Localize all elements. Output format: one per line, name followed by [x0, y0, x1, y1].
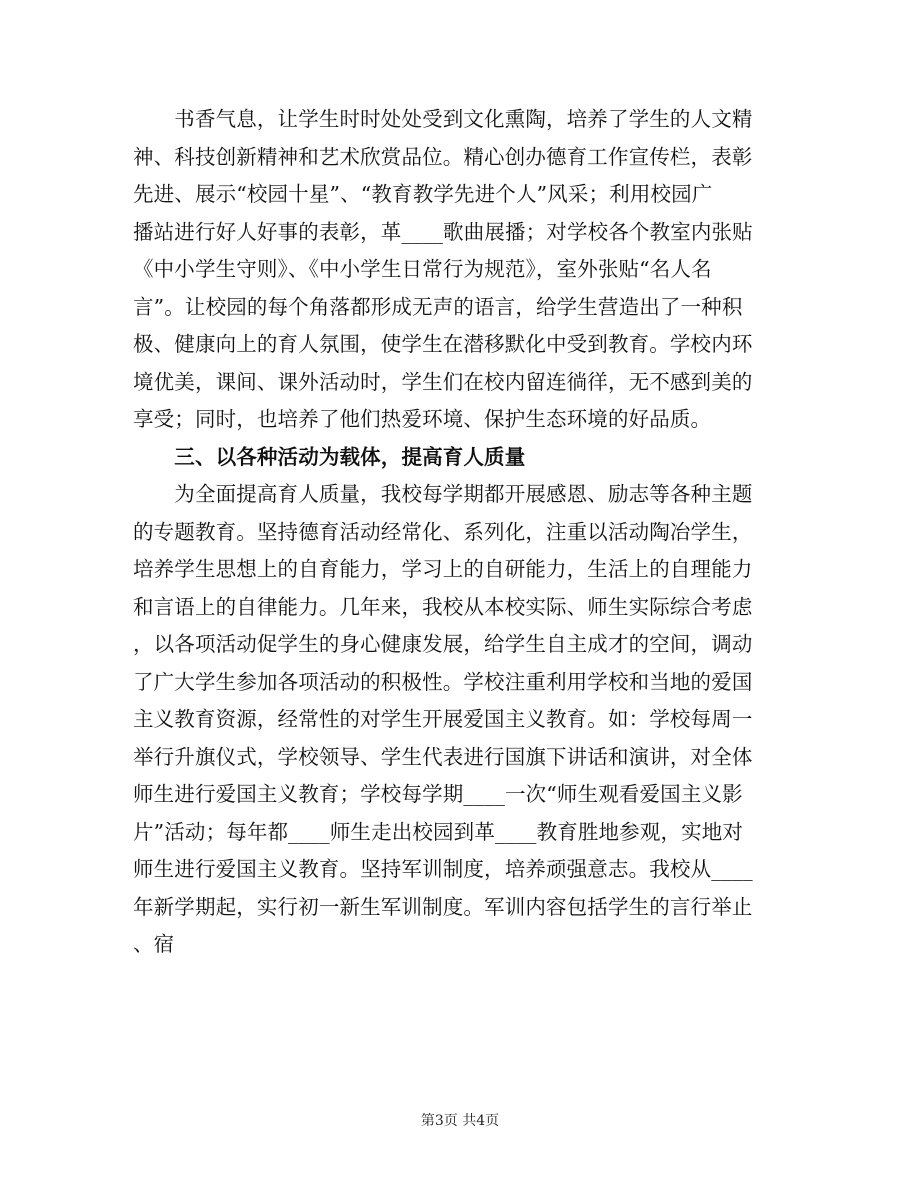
text-line: 、宿: [133, 932, 175, 956]
text-line: 了广大学生参加各项活动的积极性。学校注重利用学校和当地的爱国: [133, 669, 753, 694]
text-line: 为全面提高育人质量，我校每学期都开展感恩、励志等各种主题: [133, 482, 753, 506]
text-line: 极、健康向上的育人氛围，使学生在潜移默化中受到教育。学校内环: [133, 332, 753, 356]
text-line: 言”。让校园的每个角落都形成无声的语言，给学生营造出了一种积: [133, 294, 743, 319]
section-heading: 三、以各种活动为载体，提高育人质量: [133, 444, 526, 469]
text-line: 境优美，课间、课外活动时，学生们在校内留连徜徉，无不感到美的: [133, 369, 753, 394]
text-line: 《中小学生守则》、《中小学生日常行为规范》，室外张贴“名人名: [133, 257, 712, 281]
text-line: 主义教育资源，经常性的对学生开展爱国主义教育。如：学校每周一: [133, 707, 753, 731]
body-text: [133, 101, 783, 964]
text-line: 神、科技创新精神和艺术欣赏品位。精心创办德育工作宣传栏，表彰: [133, 144, 753, 169]
text-line: 和言语上的自律能力。几年来，我校从本校实际、师生实际综合考虑: [133, 594, 753, 619]
text-line: 先进、展示“校园十星”、“教育教学先进个人”风采；利用校园广: [133, 182, 713, 206]
text-line: 培养学生思想上的自育能力，学习上的自研能力，生活上的自理能力: [133, 557, 753, 581]
text-line: ，以各项活动促学生的身心健康发展，给学生自主成才的空间，调动: [133, 632, 753, 656]
text-line: 片”活动；每年都____师生走出校园到革____教育胜地参观，实地对: [133, 819, 744, 844]
text-line: 书香气息，让学生时时处处受到文化熏陶，培养了学生的人文精: [133, 107, 753, 131]
text-line: 举行升旗仪式，学校领导、学生代表进行国旗下讲话和演讲，对全体: [133, 744, 753, 769]
page-number: 第3页 共4页: [420, 1113, 500, 1129]
text-line: 享受；同时，也培养了他们热爱环境、保护生态环境的好品质。: [133, 407, 712, 431]
text-line: 师生进行爱国主义教育；学校每学期____一次“师生观看爱国主义影: [133, 782, 743, 806]
text-line: 播站进行好人好事的表彰，革____歌曲展播；对学校各个教室内张贴: [133, 219, 753, 244]
text-line: 师生进行爱国主义教育。坚持军训制度，培养顽强意志。我校从____: [133, 857, 753, 881]
text-line: 的专题教育。坚持德育活动经常化、系列化，注重以活动陶冶学生，: [133, 519, 753, 544]
text-line: 年新学期起，实行初一新生军训制度。军训内容包括学生的言行举止: [133, 894, 753, 919]
